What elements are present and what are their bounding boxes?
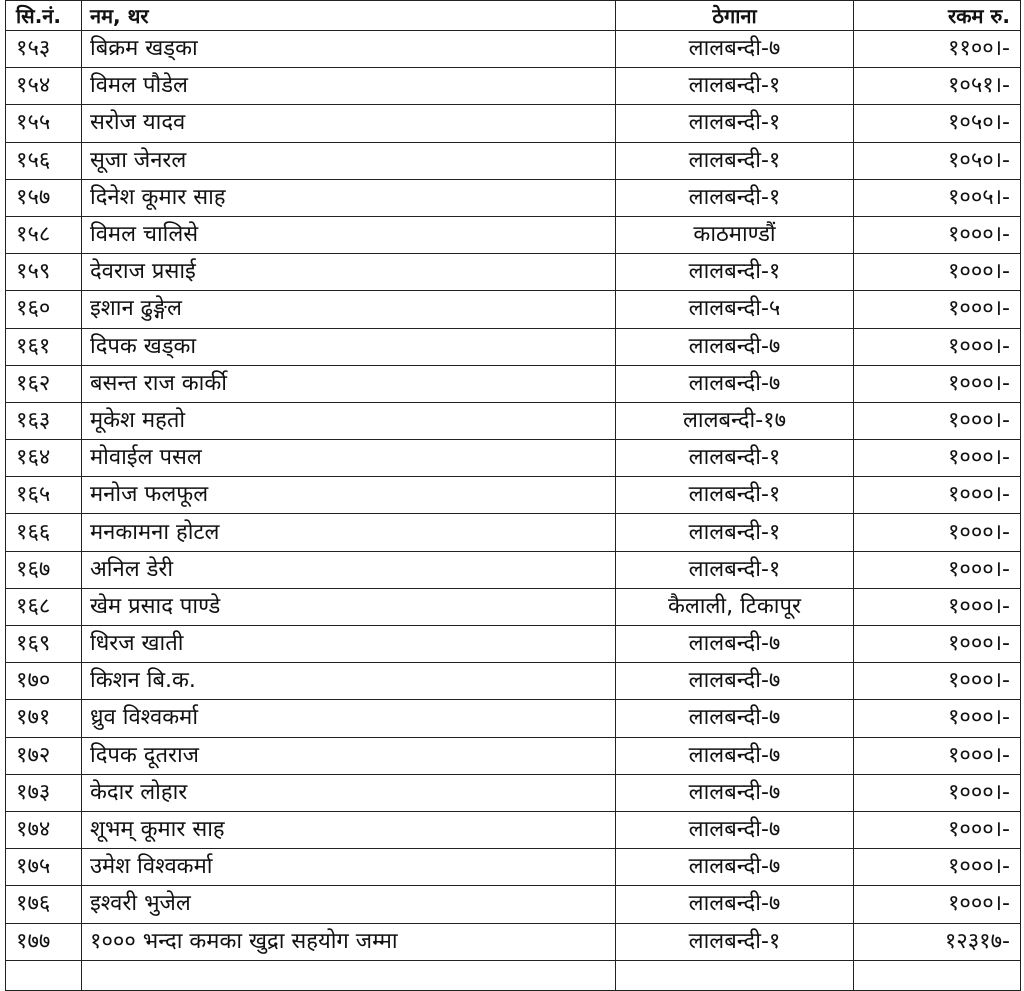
- table-row: [6, 849, 1021, 886]
- serial-number-cell: १७२: [6, 737, 82, 774]
- amount-cell: १०००।-: [854, 216, 1021, 253]
- serial-number-cell: १६५: [6, 477, 82, 514]
- serial-number-cell: १६६: [6, 514, 82, 551]
- amount-cell: १०००।-: [854, 626, 1021, 663]
- address-cell: लालबन्दी-१: [616, 514, 854, 551]
- header-name: नम, थर: [82, 1, 616, 31]
- address-cell: लालबन्दी-७: [616, 328, 854, 365]
- table-row: [6, 886, 1021, 923]
- name-cell: इश्वरी भुजेल: [82, 886, 616, 923]
- name-cell: मनकामना होटल: [82, 514, 616, 551]
- name-cell: दिपक दूतराज: [82, 737, 616, 774]
- address-cell: लालबन्दी-५: [616, 291, 854, 328]
- address-cell: लालबन्दी-१: [616, 254, 854, 291]
- address-cell: लालबन्दी-७: [616, 700, 854, 737]
- empty-cell: [82, 960, 616, 990]
- amount-cell: १०००।-: [854, 477, 1021, 514]
- name-cell: शूभम् कूमार साह: [82, 811, 616, 848]
- address-cell: लालबन्दी-७: [616, 31, 854, 68]
- name-cell: इशान ढुङ्गेल: [82, 291, 616, 328]
- name-cell: देवराज प्रसाई: [82, 254, 616, 291]
- address-cell: लालबन्दी-७: [616, 811, 854, 848]
- table-row: [6, 291, 1021, 328]
- address-cell: काठमाण्डौं: [616, 216, 854, 253]
- name-cell: खेम प्रसाद पाण्डे: [82, 588, 616, 625]
- amount-cell: १०००।-: [854, 774, 1021, 811]
- address-cell: लालबन्दी-१: [616, 68, 854, 105]
- donor-list-sheet: [5, 0, 1024, 991]
- name-cell: विमल पौडेल: [82, 68, 616, 105]
- serial-number-cell: १७६: [6, 886, 82, 923]
- table-row: [6, 626, 1021, 663]
- serial-number-cell: १६९: [6, 626, 82, 663]
- serial-number-cell: १७४: [6, 811, 82, 848]
- address-cell: लालबन्दी-१: [616, 440, 854, 477]
- serial-number-cell: १७१: [6, 700, 82, 737]
- table-row: [6, 254, 1021, 291]
- table-row: [6, 514, 1021, 551]
- address-cell: कैलाली, टिकापूर: [616, 588, 854, 625]
- amount-cell: १०००।-: [854, 811, 1021, 848]
- serial-number-cell: १७७: [6, 923, 82, 960]
- address-cell: लालबन्दी-१: [616, 142, 854, 179]
- serial-number-cell: १५३: [6, 31, 82, 68]
- table-row: [6, 328, 1021, 365]
- amount-cell: १००५।-: [854, 179, 1021, 216]
- name-cell: दिनेश कूमार साह: [82, 179, 616, 216]
- name-cell: दिपक खड्का: [82, 328, 616, 365]
- amount-cell: १०००।-: [854, 551, 1021, 588]
- name-cell: धिरज खाती: [82, 626, 616, 663]
- table-row: [6, 31, 1021, 68]
- serial-number-cell: १५६: [6, 142, 82, 179]
- name-cell: बिक्रम खड्का: [82, 31, 616, 68]
- table-row: [6, 737, 1021, 774]
- serial-number-cell: १६३: [6, 402, 82, 439]
- name-cell: मूकेश महतो: [82, 402, 616, 439]
- empty-cell: [616, 960, 854, 990]
- serial-number-cell: १५९: [6, 254, 82, 291]
- amount-cell: १०००।-: [854, 737, 1021, 774]
- serial-number-cell: १५८: [6, 216, 82, 253]
- amount-cell: १०००।-: [854, 440, 1021, 477]
- name-cell: मोवाईल पसल: [82, 440, 616, 477]
- name-cell: ध्रुव विश्वकर्मा: [82, 700, 616, 737]
- table-row: [6, 551, 1021, 588]
- header-row: [6, 1, 1021, 31]
- amount-cell: १०५०।-: [854, 142, 1021, 179]
- name-cell: सरोज यादव: [82, 105, 616, 142]
- name-cell: मनोज फलफूल: [82, 477, 616, 514]
- amount-cell: १०००।-: [854, 700, 1021, 737]
- address-cell: लालबन्दी-७: [616, 626, 854, 663]
- serial-number-cell: १५७: [6, 179, 82, 216]
- address-cell: लालबन्दी-१: [616, 105, 854, 142]
- table-row: [6, 700, 1021, 737]
- table-row: [6, 142, 1021, 179]
- name-cell: बसन्त राज कार्की: [82, 365, 616, 402]
- amount-cell: १०००।-: [854, 365, 1021, 402]
- empty-row: [6, 960, 1021, 990]
- table-row: [6, 365, 1021, 402]
- table-row: [6, 811, 1021, 848]
- empty-cell: [854, 960, 1021, 990]
- serial-number-cell: १६२: [6, 365, 82, 402]
- address-cell: लालबन्दी-१: [616, 477, 854, 514]
- name-cell: सूजा जेनरल: [82, 142, 616, 179]
- amount-cell: १०५०।-: [854, 105, 1021, 142]
- serial-number-cell: १६०: [6, 291, 82, 328]
- address-cell: लालबन्दी-७: [616, 774, 854, 811]
- name-cell: विमल चालिसे: [82, 216, 616, 253]
- amount-cell: १०००।-: [854, 402, 1021, 439]
- address-cell: लालबन्दी-७: [616, 365, 854, 402]
- serial-number-cell: १६४: [6, 440, 82, 477]
- table-row: [6, 923, 1021, 960]
- name-cell: किशन बि.क.: [82, 663, 616, 700]
- address-cell: लालबन्दी-१७: [616, 402, 854, 439]
- amount-cell: १०००।-: [854, 254, 1021, 291]
- name-cell: अनिल डेरी: [82, 551, 616, 588]
- serial-number-cell: १७५: [6, 849, 82, 886]
- address-cell: लालबन्दी-७: [616, 849, 854, 886]
- address-cell: लालबन्दी-१: [616, 923, 854, 960]
- header-amount: रकम रु.: [854, 1, 1021, 31]
- serial-number-cell: १६१: [6, 328, 82, 365]
- amount-cell: ११००।-: [854, 31, 1021, 68]
- amount-cell: १०००।-: [854, 328, 1021, 365]
- table-row: [6, 402, 1021, 439]
- serial-number-cell: १६७: [6, 551, 82, 588]
- table-row: [6, 663, 1021, 700]
- amount-cell: १०००।-: [854, 514, 1021, 551]
- amount-cell: १०५१।-: [854, 68, 1021, 105]
- address-cell: लालबन्दी-७: [616, 663, 854, 700]
- amount-cell: १०००।-: [854, 588, 1021, 625]
- serial-number-cell: १५५: [6, 105, 82, 142]
- name-cell: १००० भन्दा कमका खुद्रा सहयोग जम्मा: [82, 923, 616, 960]
- amount-cell: १०००।-: [854, 849, 1021, 886]
- address-cell: लालबन्दी-७: [616, 737, 854, 774]
- serial-number-cell: १६८: [6, 588, 82, 625]
- amount-cell: १०००।-: [854, 886, 1021, 923]
- amount-cell: १२३१७-: [854, 923, 1021, 960]
- address-cell: लालबन्दी-१: [616, 179, 854, 216]
- serial-number-cell: १७३: [6, 774, 82, 811]
- serial-number-cell: १७०: [6, 663, 82, 700]
- name-cell: उमेश विश्वकर्मा: [82, 849, 616, 886]
- donor-table: [5, 0, 1021, 991]
- serial-number-cell: १५४: [6, 68, 82, 105]
- amount-cell: १०००।-: [854, 663, 1021, 700]
- name-cell: केदार लोहार: [82, 774, 616, 811]
- table-row: [6, 216, 1021, 253]
- amount-cell: १०००।-: [854, 291, 1021, 328]
- address-cell: लालबन्दी-१: [616, 551, 854, 588]
- table-row: [6, 105, 1021, 142]
- table-row: [6, 774, 1021, 811]
- table-row: [6, 588, 1021, 625]
- table-body: [6, 31, 1021, 991]
- table-row: [6, 179, 1021, 216]
- header-address: ठेगाना: [616, 1, 854, 31]
- address-cell: लालबन्दी-७: [616, 886, 854, 923]
- header-serial-number: सि.नं.: [6, 1, 82, 31]
- table-row: [6, 440, 1021, 477]
- empty-cell: [6, 960, 82, 990]
- table-row: [6, 477, 1021, 514]
- table-row: [6, 68, 1021, 105]
